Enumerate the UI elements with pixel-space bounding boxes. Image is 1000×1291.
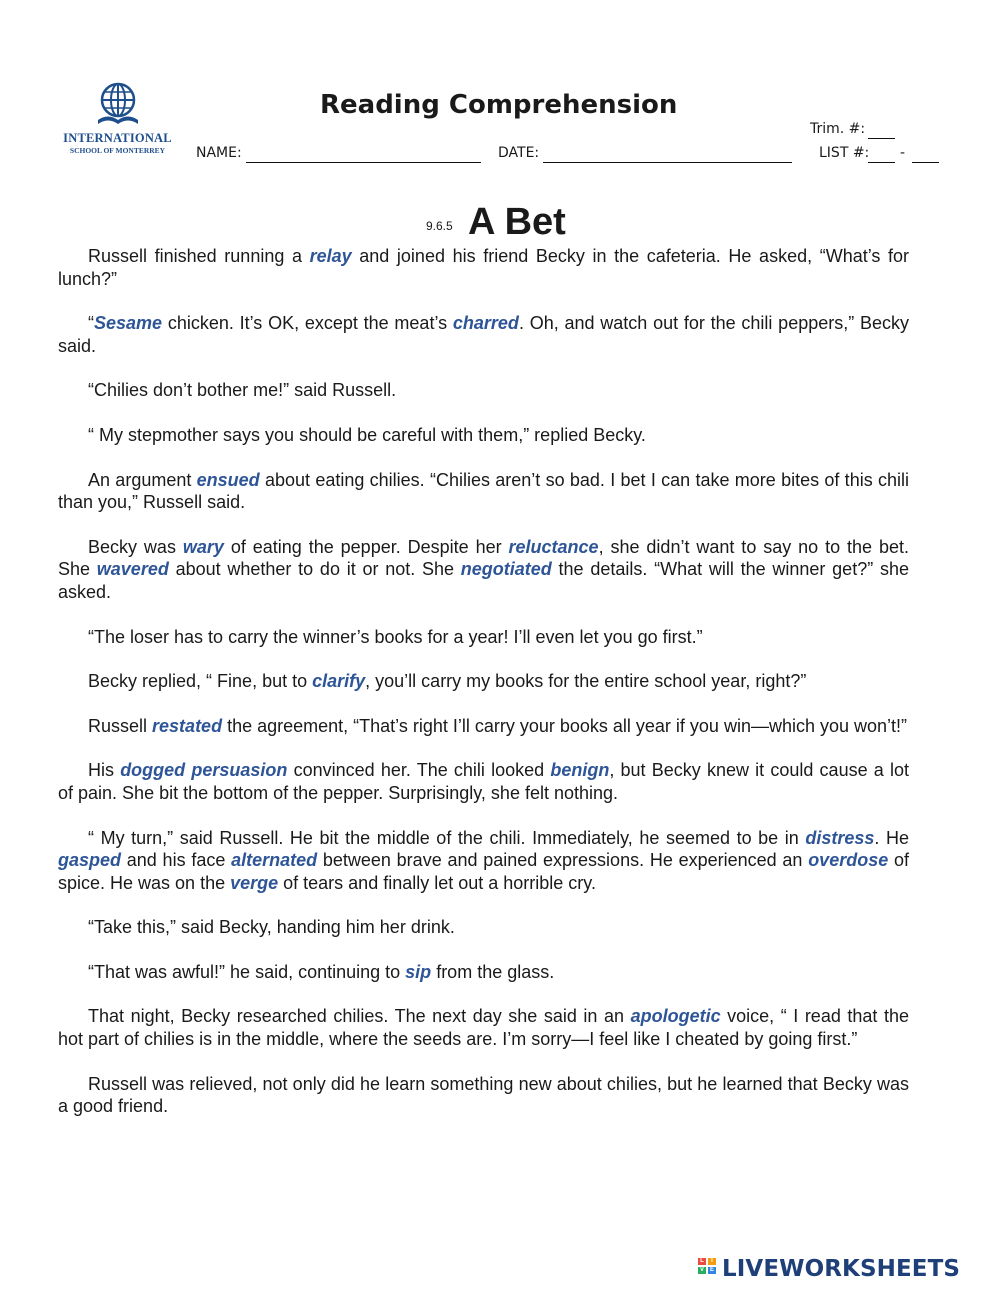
- story-text: about whether to do it or not. She: [168, 559, 461, 580]
- letter-blocks-icon: [698, 1258, 718, 1282]
- letter-block: I: [708, 1258, 716, 1265]
- story-text: “The loser has to carry the winner’s books for a year! I’ll even let you go first.”: [88, 626, 703, 647]
- vocab-word: benign: [550, 760, 610, 781]
- story-text: “Chilies don’t bother me!” said Russell.: [88, 380, 397, 401]
- story-text: of spice. He was on the: [58, 850, 909, 893]
- story-paragraph: [58, 245, 909, 290]
- vocab-word: negotiated: [460, 559, 552, 580]
- story-text: “ My stepmother says you should be careful with them,” replied Becky.: [88, 424, 646, 445]
- story-paragraph: [58, 961, 909, 984]
- vocab-word: reluctance: [508, 536, 599, 557]
- story-text: chicken. It’s OK, except the meat’s: [162, 313, 453, 334]
- vocab-word: dogged persuasion: [120, 760, 288, 781]
- letter-block: L: [698, 1258, 706, 1265]
- vocab-word: apologetic: [630, 1006, 721, 1027]
- vocab-word: wavered: [96, 559, 169, 580]
- story-text: Becky replied, “ Fine, but to: [88, 671, 313, 692]
- story-text: voice, “ I read that the hot part of chilies is in the middle, where the seeds are. I’m sorry—I feel like I cheated by going first.”: [58, 1006, 909, 1050]
- list-label: LIST #:: [819, 145, 870, 161]
- story-text: His: [88, 760, 121, 781]
- story-text: between brave and pained expressions. He experienced an: [317, 850, 809, 871]
- school-name-line2: SCHOOL OF MONTERREY: [69, 146, 166, 155]
- story-paragraph: [58, 536, 909, 604]
- story-text: the agreement, “That’s right I’ll carry your books all year if you win—which you won’t!”: [222, 715, 908, 736]
- story-text: about eating chilies. “Chilies aren’t so bad. I bet I can take more bites of this chili than you,” Russell said.: [58, 469, 909, 513]
- school-name-line1: INTERNATIONAL: [63, 131, 172, 145]
- brand-name: LIVEWORKSHEETS: [722, 1256, 961, 1282]
- vocab-word: alternated: [231, 850, 318, 871]
- story-text: . Oh, and watch out for the chili peppers,” Becky said.: [58, 313, 910, 356]
- story-title: A Bet: [468, 201, 566, 243]
- story-text: from the glass.: [431, 961, 555, 982]
- story-text: “That was awful!” he said, continuing to: [88, 961, 406, 982]
- story-body: [58, 245, 909, 1140]
- story-paragraph: [58, 424, 909, 447]
- story-paragraph: [58, 379, 909, 402]
- story-paragraph: [58, 1073, 909, 1118]
- story-text: That night, Becky researched chilies. The next day she said in an: [88, 1006, 631, 1027]
- letter-block: E: [709, 1267, 714, 1273]
- story-text: , you’ll carry my books for the entire school year, right?”: [365, 671, 807, 692]
- story-text: “ My turn,” said Russell. He bit the middle of the chili. Immediately, he seemed to be in: [88, 827, 806, 848]
- vocab-word: distress: [805, 827, 875, 848]
- story-text: Russell was relieved, not only did he learn something new about chilies, but he learned that Becky was a good friend.: [58, 1073, 909, 1117]
- school-logo: [60, 82, 175, 162]
- vocab-word: sip: [405, 961, 432, 982]
- vocab-word: relay: [309, 246, 352, 266]
- date-field[interactable]: [543, 162, 792, 163]
- story-paragraph: [58, 1005, 909, 1050]
- story-text: , she didn’t want to say no to the bet. She: [58, 536, 910, 580]
- trim-field[interactable]: [868, 138, 895, 139]
- story-text: the details. “What will the winner get?” she asked.: [58, 559, 909, 602]
- vocab-word: wary: [182, 536, 224, 557]
- story-text: and his face: [121, 850, 232, 871]
- story-text: Becky was: [88, 536, 183, 557]
- story-text: “: [88, 313, 94, 334]
- vocab-word: overdose: [808, 850, 889, 871]
- story-text: Russell: [88, 715, 153, 736]
- story-paragraph: [58, 469, 909, 514]
- story-text: . He: [874, 827, 909, 848]
- story-text: of tears and finally let out a horrible cry.: [278, 872, 596, 893]
- vocab-word: gasped: [58, 850, 122, 871]
- story-text: “Take this,” said Becky, handing him her drink.: [88, 917, 455, 938]
- vocab-word: ensued: [196, 469, 260, 490]
- list-field-1[interactable]: [868, 162, 895, 163]
- story-text: , but Becky knew it could cause a lot of pain. She bit the bottom of the pepper. Surprisingly, she felt nothing.: [58, 760, 909, 803]
- story-paragraph: [58, 916, 909, 939]
- vocab-word: restated: [152, 715, 223, 736]
- name-label: NAME:: [196, 145, 242, 161]
- story-text: convinced her. The chili looked: [287, 760, 551, 781]
- story-number: 9.6.5: [426, 219, 453, 233]
- vocab-word: Sesame: [94, 313, 163, 334]
- globe-book-icon: [96, 82, 140, 128]
- vocab-word: clarify: [312, 671, 366, 692]
- trim-label: Trim. #:: [810, 121, 866, 137]
- name-field[interactable]: [246, 162, 481, 163]
- story-text: Russell finished running a: [88, 246, 310, 266]
- date-label: DATE:: [498, 145, 540, 161]
- page-title: Reading Comprehension: [320, 90, 678, 120]
- story-paragraph: [58, 759, 909, 804]
- story-text: of eating the pepper. Despite her: [223, 536, 509, 557]
- story-paragraph: [58, 670, 909, 693]
- story-paragraph: [58, 626, 909, 649]
- letter-block: V: [699, 1267, 704, 1273]
- vocab-word: verge: [230, 872, 279, 893]
- story-paragraph: [58, 827, 909, 895]
- list-separator: -: [900, 145, 906, 161]
- story-paragraph: [58, 715, 909, 738]
- story-text: and joined his friend Becky in the cafeteria. He asked, “What’s for lunch?”: [58, 246, 910, 289]
- vocab-word: charred: [452, 313, 519, 334]
- list-field-2[interactable]: [912, 162, 939, 163]
- story-paragraph: [58, 312, 909, 357]
- story-text: An argument: [88, 469, 197, 490]
